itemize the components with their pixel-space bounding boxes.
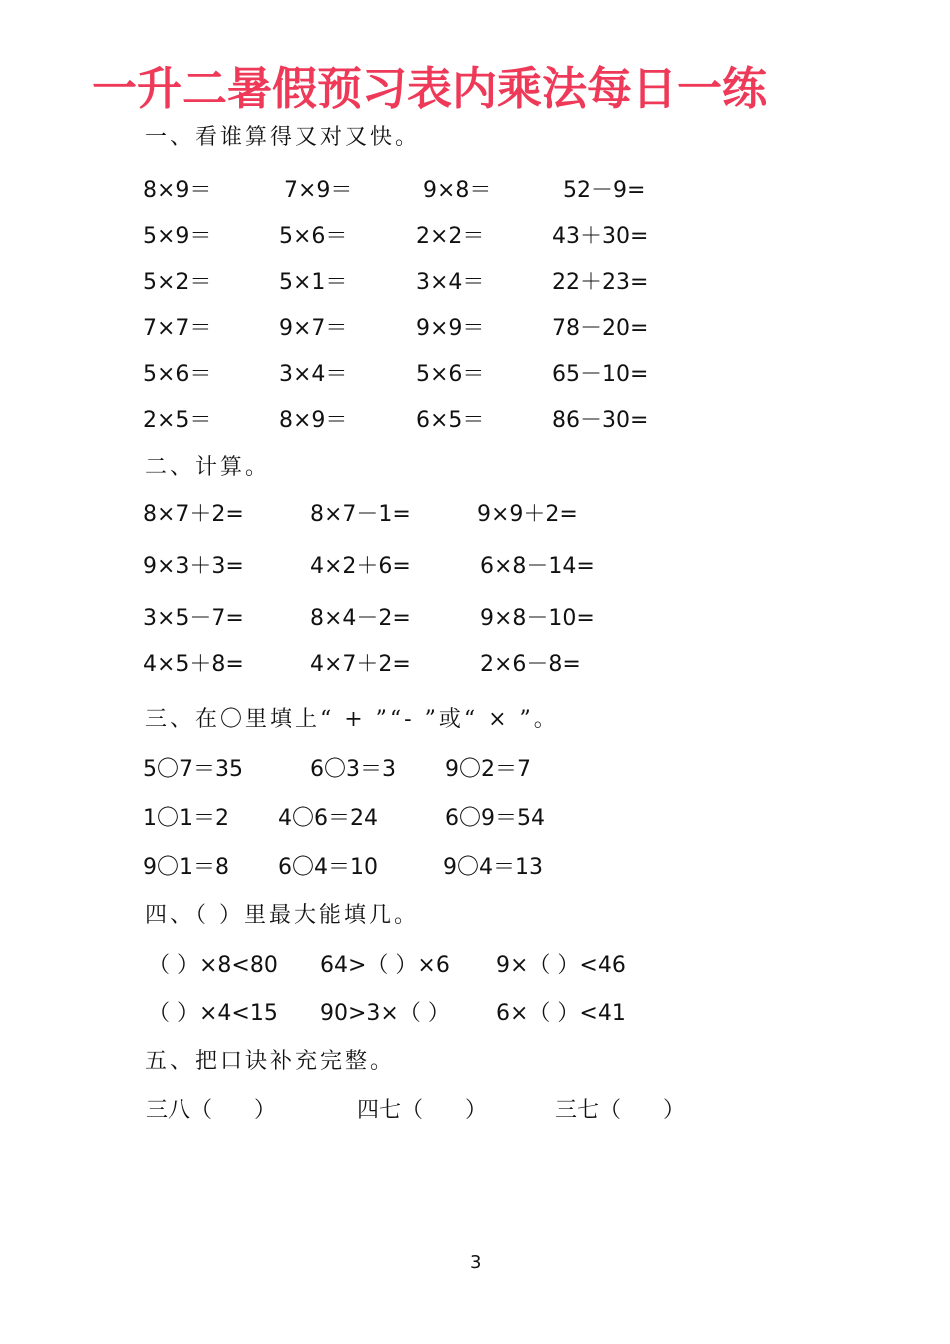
section4-heading: 四、（ ）里最大能填几。 [145,903,419,928]
s3-r2-c3: 6〇9＝54 [445,806,545,831]
s1-r6-c4: 86－30= [552,408,649,433]
s1-r2-c4: 43＋30= [552,224,649,249]
s1-r5-c4: 65－10= [552,362,649,387]
s1-r3-c2: 5×1＝ [279,270,348,295]
section3-heading: 三、在〇里填上“ + ”“- ”或“ × ”。 [145,707,559,732]
s2-r2-c1: 9×3＋3= [143,554,244,579]
s2-r2-c2: 4×2＋6= [310,554,411,579]
s1-r6-c3: 6×5＝ [416,408,485,433]
s1-r4-c4: 78－20= [552,316,649,341]
s1-r1-c1: 8×9＝ [143,178,212,203]
s5-item-1: 三八（ ） [146,1098,276,1123]
s1-r4-c2: 9×7＝ [279,316,348,341]
s2-r4-c1: 4×5＋8= [143,652,244,677]
s1-r3-c1: 5×2＝ [143,270,212,295]
s1-r2-c2: 5×6＝ [279,224,348,249]
s2-r3-c3: 9×8－10= [480,606,595,631]
s3-r3-c2: 6〇4＝10 [278,855,378,880]
s1-r4-c3: 9×9＝ [416,316,485,341]
s3-r1-c3: 9〇2＝7 [445,757,531,782]
s1-r5-c3: 5×6＝ [416,362,485,387]
s4-r1-c3: 9×（ ）<46 [496,953,626,978]
s4-r1-c2: 64>（ ）×6 [320,953,450,978]
s2-r3-c2: 8×4－2= [310,606,411,631]
s1-r5-c1: 5×6＝ [143,362,212,387]
s1-r6-c1: 2×5＝ [143,408,212,433]
s2-r1-c2: 8×7－1= [310,502,411,527]
section2-heading: 二、计算。 [145,455,271,480]
s2-r1-c3: 9×9＋2= [477,502,578,527]
s3-r3-c1: 9〇1＝8 [143,855,229,880]
s4-r2-c2: 90>3×（ ） [320,1001,450,1026]
s5-item-2: 四七（ ） [357,1098,487,1123]
s1-r3-c4: 22＋23= [552,270,649,295]
s2-r3-c1: 3×5－7= [143,606,244,631]
s1-r2-c1: 5×9＝ [143,224,212,249]
s2-r1-c1: 8×7＋2= [143,502,244,527]
s1-r2-c3: 2×2＝ [416,224,485,249]
s4-r2-c3: 6×（ ）<41 [496,1001,626,1026]
s1-r1-c4: 52－9= [563,178,646,203]
s5-item-3: 三七（ ） [555,1098,685,1123]
s1-r4-c1: 7×7＝ [143,316,212,341]
section1-heading: 一、看谁算得又对又快。 [145,125,421,150]
s3-r1-c1: 5〇7＝35 [143,757,243,782]
s3-r3-c3: 9〇4＝13 [443,855,543,880]
page-number: 3 [470,1252,482,1273]
s4-r1-c1: （ ）×8<80 [148,953,278,978]
s2-r2-c3: 6×8－14= [480,554,595,579]
s2-r4-c2: 4×7＋2= [310,652,411,677]
s4-r2-c1: （ ）×4<15 [148,1001,278,1026]
page-title: 一升二暑假预习表内乘法每日一练 [92,62,768,115]
s1-r1-c3: 9×8＝ [423,178,492,203]
s2-r4-c3: 2×6－8= [480,652,581,677]
s1-r3-c3: 3×4＝ [416,270,485,295]
s3-r1-c2: 6〇3＝3 [310,757,396,782]
s3-r2-c2: 4〇6＝24 [278,806,378,831]
s1-r1-c2: 7×9＝ [284,178,353,203]
s3-r2-c1: 1〇1＝2 [143,806,229,831]
section5-heading: 五、把口诀补充完整。 [145,1049,396,1074]
s1-r5-c2: 3×4＝ [279,362,348,387]
s1-r6-c2: 8×9＝ [279,408,348,433]
